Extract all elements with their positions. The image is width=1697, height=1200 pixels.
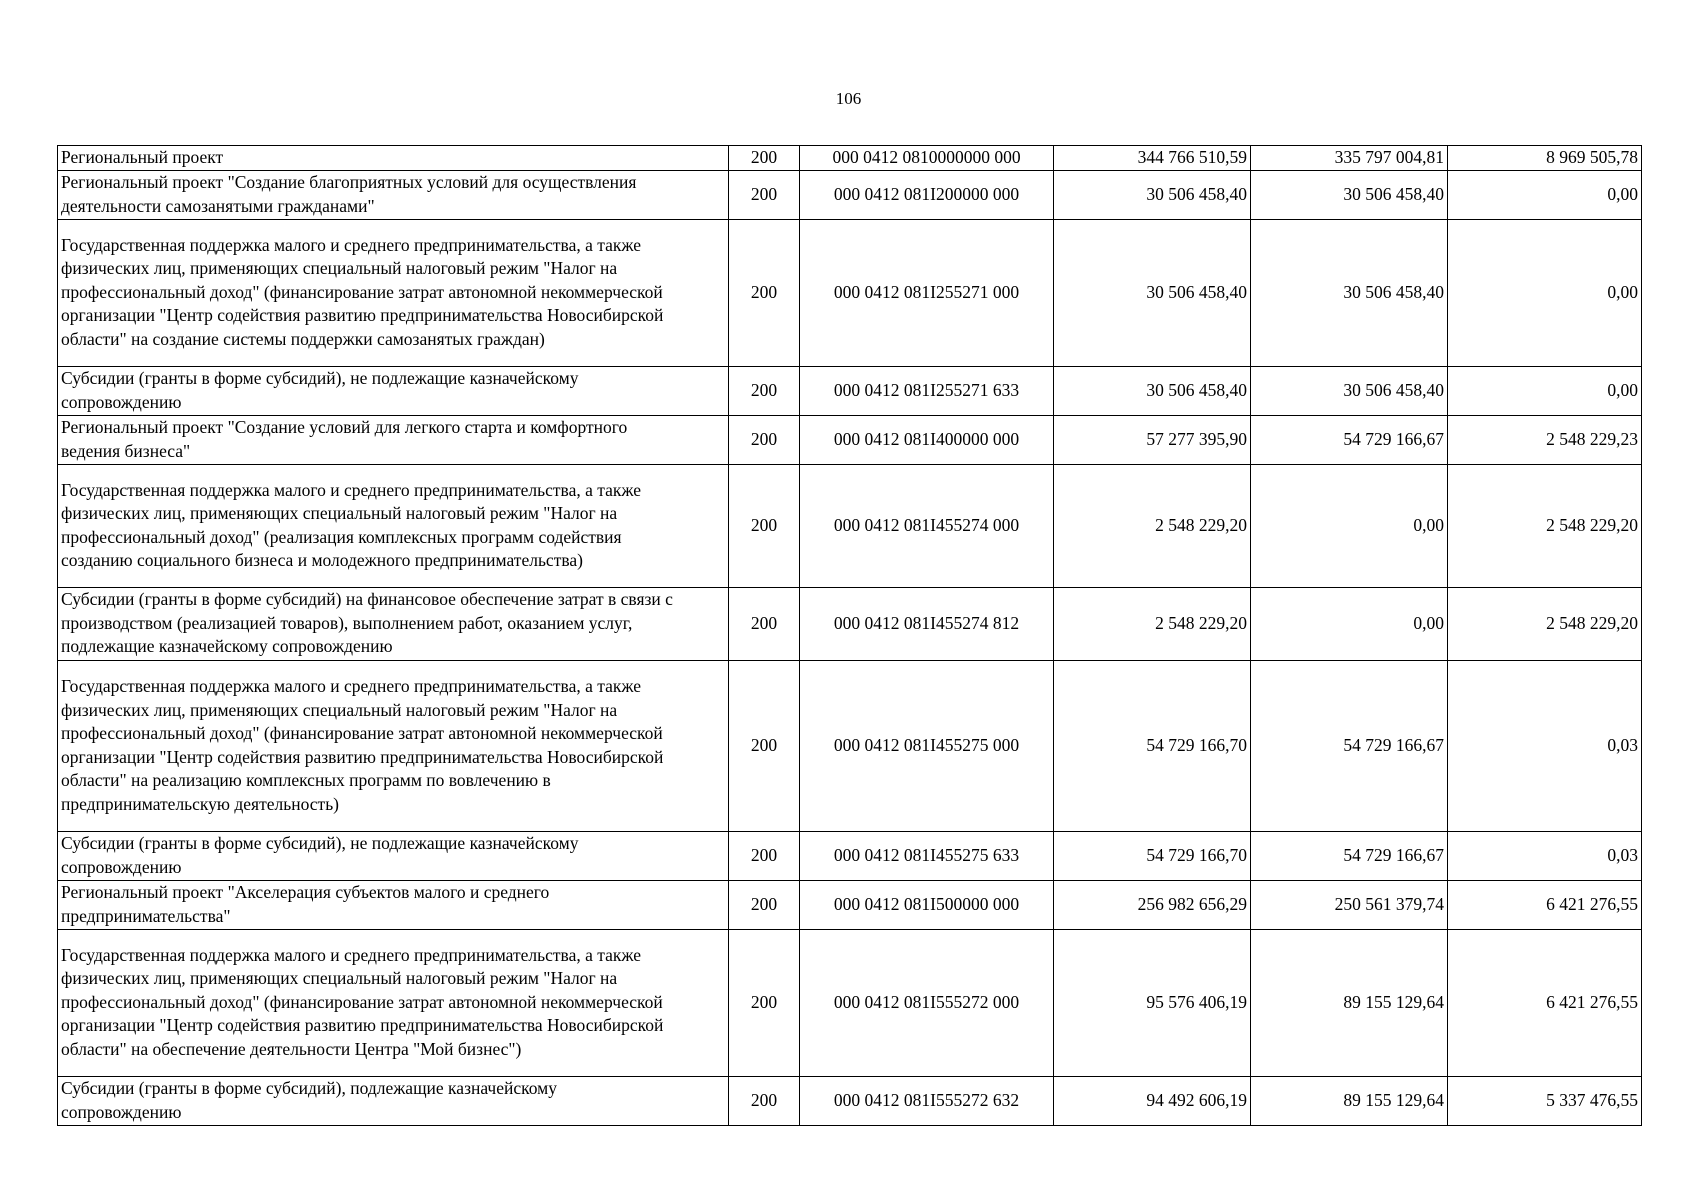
row-line-code: 200 (729, 366, 800, 415)
row-executed-amount: 0,00 (1251, 587, 1448, 660)
row-line-code: 200 (729, 170, 800, 219)
row-executed-amount: 30 506 458,40 (1251, 219, 1448, 366)
row-budget-classification-code: 000 0412 081I455275 000 (800, 660, 1054, 831)
row-unexecuted-amount: 0,00 (1448, 219, 1642, 366)
row-unexecuted-amount: 5 337 476,55 (1448, 1076, 1642, 1125)
row-approved-amount: 54 729 166,70 (1054, 660, 1251, 831)
row-executed-amount: 89 155 129,64 (1251, 1076, 1448, 1125)
row-approved-amount: 94 492 606,19 (1054, 1076, 1251, 1125)
row-line-code: 200 (729, 146, 800, 171)
row-approved-amount: 95 576 406,19 (1054, 929, 1251, 1076)
row-executed-amount: 54 729 166,67 (1251, 415, 1448, 464)
table-row (58, 660, 1642, 831)
row-budget-classification-code: 000 0412 081I255271 633 (800, 366, 1054, 415)
row-budget-classification-code: 000 0412 081I455274 812 (800, 587, 1054, 660)
row-indicator-name: Субсидии (гранты в форме субсидий), подлежащие казначейскому сопровождению (58, 1076, 729, 1125)
table-row (58, 831, 1642, 880)
row-unexecuted-amount: 8 969 505,78 (1448, 146, 1642, 171)
row-line-code: 200 (729, 880, 800, 929)
table-row (58, 1076, 1642, 1125)
row-unexecuted-amount: 6 421 276,55 (1448, 880, 1642, 929)
row-budget-classification-code: 000 0412 081I555272 632 (800, 1076, 1054, 1125)
row-indicator-name: Государственная поддержка малого и среднего предпринимательства, а также физических лиц, применяющих специальный налоговый режим "Налог на профессиональный доход" (финансирование затрат автономной некоммерческой организации "Центр содействия развитию предпринимательства Новосибирской области" на создание системы поддержки самозанятых граждан) (58, 219, 729, 366)
row-executed-amount: 89 155 129,64 (1251, 929, 1448, 1076)
row-budget-classification-code: 000 0412 081I255271 000 (800, 219, 1054, 366)
row-approved-amount: 2 548 229,20 (1054, 464, 1251, 587)
row-indicator-name: Государственная поддержка малого и среднего предпринимательства, а также физических лиц, применяющих специальный налоговый режим "Налог на профессиональный доход" (финансирование затрат автономной некоммерческой организации "Центр содействия развитию предпринимательства Новосибирской области" на реализацию комплексных программ по вовлечению в предпринимательскую деятельность) (58, 660, 729, 831)
row-executed-amount: 0,00 (1251, 464, 1448, 587)
row-budget-classification-code: 000 0412 081I400000 000 (800, 415, 1054, 464)
row-indicator-name: Региональный проект "Создание условий для легкого старта и комфортного ведения бизнеса" (58, 415, 729, 464)
row-executed-amount: 30 506 458,40 (1251, 366, 1448, 415)
table-row (58, 464, 1642, 587)
row-line-code: 200 (729, 660, 800, 831)
row-approved-amount: 30 506 458,40 (1054, 219, 1251, 366)
row-budget-classification-code: 000 0412 081I555272 000 (800, 929, 1054, 1076)
row-indicator-name: Субсидии (гранты в форме субсидий), не подлежащие казначейскому сопровождению (58, 366, 729, 415)
row-unexecuted-amount: 2 548 229,23 (1448, 415, 1642, 464)
table-row (58, 146, 1642, 171)
row-indicator-name: Региональный проект "Создание благоприятных условий для осуществления деятельности самозанятыми гражданами" (58, 170, 729, 219)
row-unexecuted-amount: 0,00 (1448, 366, 1642, 415)
row-line-code: 200 (729, 219, 800, 366)
row-approved-amount: 30 506 458,40 (1054, 170, 1251, 219)
row-approved-amount: 54 729 166,70 (1054, 831, 1251, 880)
row-approved-amount: 30 506 458,40 (1054, 366, 1251, 415)
row-unexecuted-amount: 0,03 (1448, 660, 1642, 831)
row-executed-amount: 30 506 458,40 (1251, 170, 1448, 219)
table-row (58, 366, 1642, 415)
row-indicator-name: Субсидии (гранты в форме субсидий), не подлежащие казначейскому сопровождению (58, 831, 729, 880)
row-unexecuted-amount: 0,03 (1448, 831, 1642, 880)
row-unexecuted-amount: 2 548 229,20 (1448, 587, 1642, 660)
row-approved-amount: 57 277 395,90 (1054, 415, 1251, 464)
row-budget-classification-code: 000 0412 0810000000 000 (800, 146, 1054, 171)
row-unexecuted-amount: 6 421 276,55 (1448, 929, 1642, 1076)
table-row (58, 219, 1642, 366)
row-budget-classification-code: 000 0412 081I455275 633 (800, 831, 1054, 880)
row-indicator-name: Региональный проект "Акселерация субъектов малого и среднего предпринимательства" (58, 880, 729, 929)
row-approved-amount: 344 766 510,59 (1054, 146, 1251, 171)
table-row (58, 880, 1642, 929)
table-row (58, 929, 1642, 1076)
table-row (58, 587, 1642, 660)
row-approved-amount: 2 548 229,20 (1054, 587, 1251, 660)
budget-execution-table (57, 145, 1642, 1126)
page-number: 106 (835, 89, 862, 108)
row-line-code: 200 (729, 831, 800, 880)
row-executed-amount: 54 729 166,67 (1251, 831, 1448, 880)
row-budget-classification-code: 000 0412 081I500000 000 (800, 880, 1054, 929)
row-indicator-name: Региональный проект (58, 146, 729, 171)
row-indicator-name: Государственная поддержка малого и среднего предпринимательства, а также физических лиц, применяющих специальный налоговый режим "Налог на профессиональный доход" (реализация комплексных программ содействия созданию социального бизнеса и молодежного предпринимательства) (58, 464, 729, 587)
table-row (58, 170, 1642, 219)
row-unexecuted-amount: 0,00 (1448, 170, 1642, 219)
row-line-code: 200 (729, 587, 800, 660)
row-executed-amount: 335 797 004,81 (1251, 146, 1448, 171)
row-executed-amount: 250 561 379,74 (1251, 880, 1448, 929)
row-approved-amount: 256 982 656,29 (1054, 880, 1251, 929)
table-row (58, 415, 1642, 464)
row-line-code: 200 (729, 1076, 800, 1125)
row-indicator-name: Государственная поддержка малого и среднего предпринимательства, а также физических лиц, применяющих специальный налоговый режим "Налог на профессиональный доход" (финансирование затрат автономной некоммерческой организации "Центр содействия развитию предпринимательства Новосибирской области" на обеспечение деятельности Центра "Мой бизнес") (58, 929, 729, 1076)
row-line-code: 200 (729, 415, 800, 464)
row-indicator-name: Субсидии (гранты в форме субсидий) на финансовое обеспечение затрат в связи с производством (реализацией товаров), выполнением работ, оказанием услуг, подлежащие казначейскому сопровождению (58, 587, 729, 660)
row-budget-classification-code: 000 0412 081I200000 000 (800, 170, 1054, 219)
row-budget-classification-code: 000 0412 081I455274 000 (800, 464, 1054, 587)
row-line-code: 200 (729, 929, 800, 1076)
row-unexecuted-amount: 2 548 229,20 (1448, 464, 1642, 587)
row-executed-amount: 54 729 166,67 (1251, 660, 1448, 831)
row-line-code: 200 (729, 464, 800, 587)
